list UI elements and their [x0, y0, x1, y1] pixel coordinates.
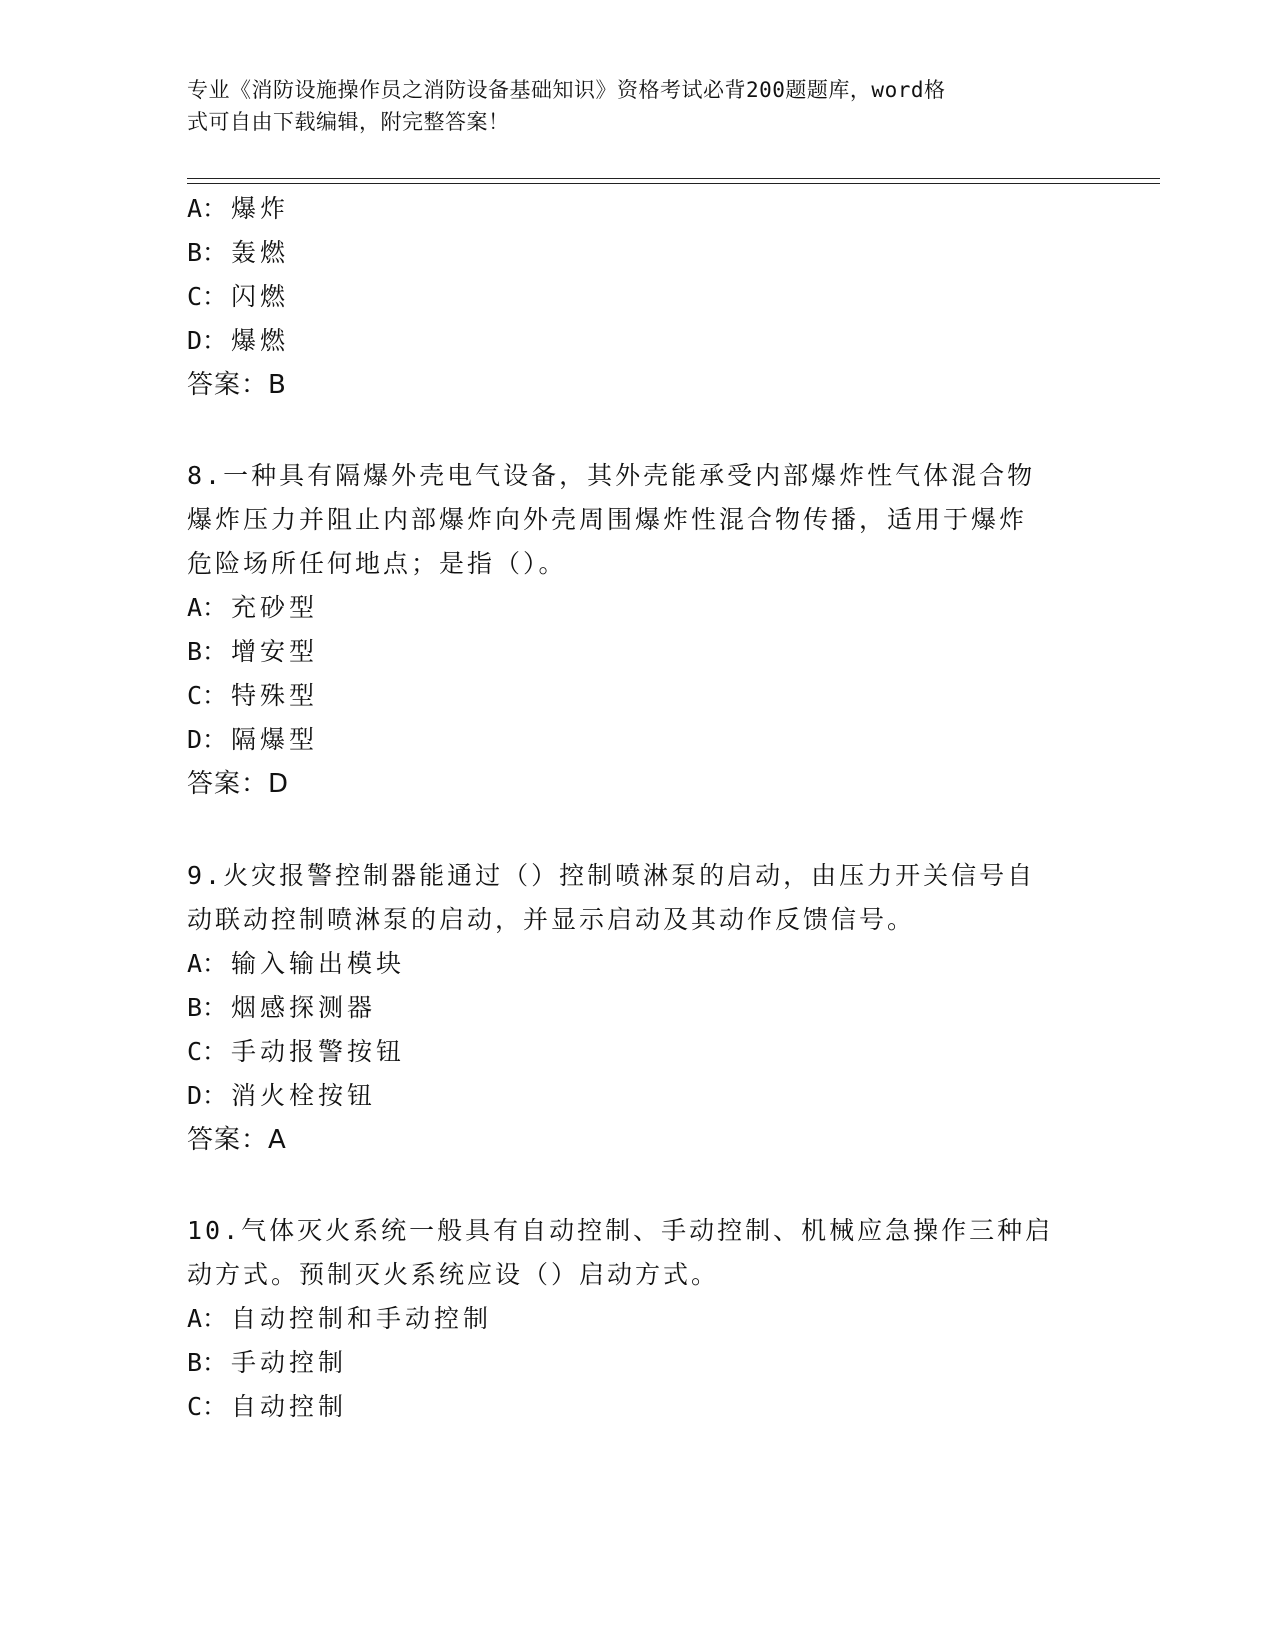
answer-q8: 答案：D	[187, 769, 290, 799]
question-q8-line: 爆炸压力并阻止内部爆炸向外壳周围爆炸性混合物传播，适用于爆炸	[187, 505, 1028, 534]
option-label: C：	[187, 681, 228, 710]
option-text: 爆炸	[231, 194, 290, 223]
option-q10-a	[187, 1304, 492, 1334]
header-line: 式可自由下载编辑，附完整答案！	[187, 110, 510, 134]
option-q9-c	[187, 1037, 405, 1067]
option-q7-a	[187, 194, 289, 224]
question-q10-line: 10.气体灭火系统一般具有自动控制、手动控制、机械应急操作三种启	[187, 1216, 1054, 1245]
document-header	[187, 74, 1067, 138]
option-text: 隔爆型	[231, 725, 319, 754]
option-label: D：	[187, 1081, 228, 1110]
option-q8-a	[187, 593, 318, 623]
option-text: 轰燃	[231, 238, 290, 267]
option-text: 爆燃	[231, 326, 290, 355]
option-text: 特殊型	[231, 681, 319, 710]
option-label: C：	[187, 1392, 228, 1421]
option-label: B：	[187, 1348, 228, 1377]
option-q7-c	[187, 282, 289, 312]
option-label: C：	[187, 282, 228, 311]
option-text: 手动控制	[231, 1348, 348, 1377]
option-label: B：	[187, 637, 228, 666]
option-text: 输入输出模块	[231, 949, 406, 978]
question-q9-line: 动联动控制喷淋泵的启动，并显示启动及其动作反馈信号。	[187, 905, 916, 934]
option-label: A：	[187, 593, 228, 622]
answer-q9: 答案：A	[187, 1125, 287, 1155]
option-q10-c	[187, 1392, 347, 1422]
option-q7-b	[187, 238, 289, 268]
question-q10-line: 动方式。预制灭火系统应设（）启动方式。	[187, 1260, 720, 1289]
option-q9-a	[187, 949, 405, 979]
option-label: A：	[187, 1304, 228, 1333]
option-text: 增安型	[231, 637, 319, 666]
question-q9-line: 9.火灾报警控制器能通过（）控制喷淋泵的启动，由压力开关信号自	[187, 861, 1036, 890]
option-text: 自动控制	[231, 1392, 348, 1421]
question-q8-line: 危险场所任何地点；是指（）。	[187, 549, 567, 578]
option-label: D：	[187, 725, 228, 754]
option-q9-b	[187, 993, 376, 1023]
option-text: 自动控制和手动控制	[231, 1304, 493, 1333]
option-label: B：	[187, 238, 228, 267]
answer-q7: 答案：B	[187, 370, 287, 400]
option-text: 消火栓按钮	[231, 1081, 377, 1110]
option-label: B：	[187, 993, 228, 1022]
option-text: 闪燃	[231, 282, 290, 311]
header-rule	[187, 183, 1160, 184]
option-q8-d	[187, 725, 318, 755]
header-rule	[187, 178, 1160, 179]
question-q8-line: 8.一种具有隔爆外壳电气设备，其外壳能承受内部爆炸性气体混合物	[187, 461, 1036, 490]
option-q9-d	[187, 1081, 376, 1111]
option-q10-b	[187, 1348, 347, 1378]
option-text: 充砂型	[231, 593, 319, 622]
header-line: 专业《消防设施操作员之消防设备基础知识》资格考试必背200题题库，word格	[187, 78, 946, 102]
option-q8-c	[187, 681, 318, 711]
option-q7-d	[187, 326, 289, 356]
option-q8-b	[187, 637, 318, 667]
option-text: 烟感探测器	[231, 993, 377, 1022]
option-label: C：	[187, 1037, 228, 1066]
option-label: A：	[187, 194, 228, 223]
option-text: 手动报警按钮	[231, 1037, 406, 1066]
option-label: D：	[187, 326, 228, 355]
option-label: A：	[187, 949, 228, 978]
